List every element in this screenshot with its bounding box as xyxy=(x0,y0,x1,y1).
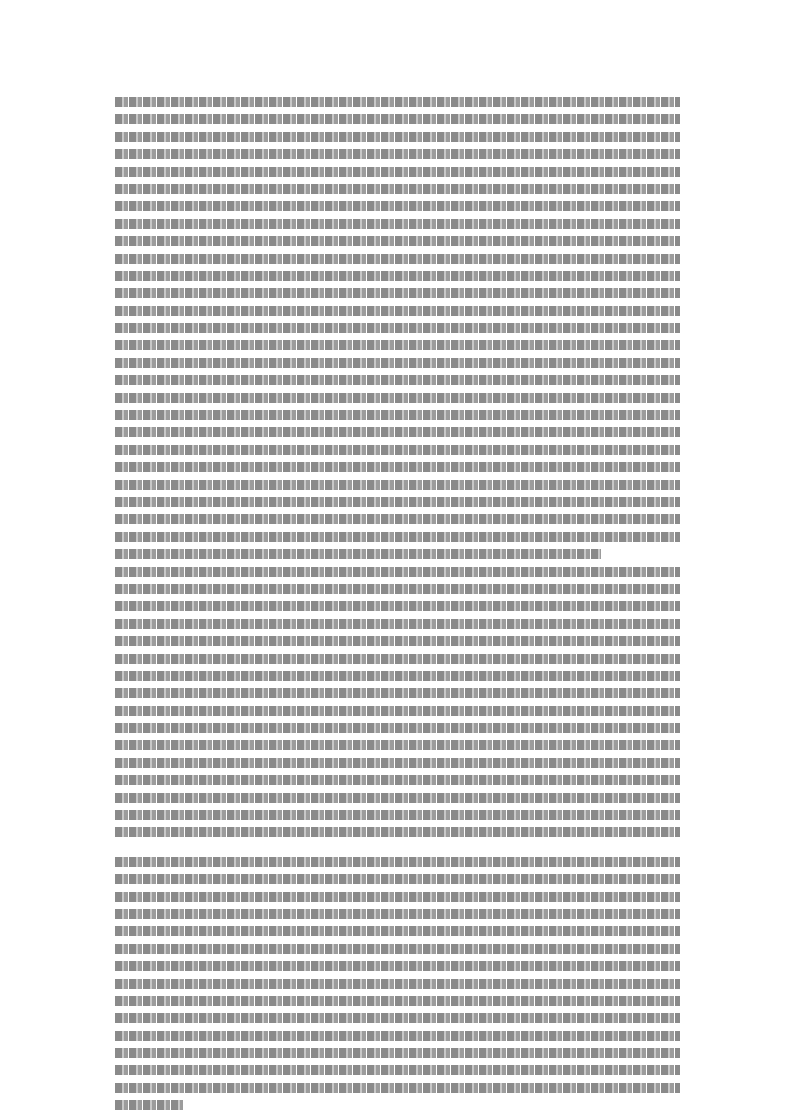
illegible-glyph-run xyxy=(115,167,680,177)
illegible-glyph-run xyxy=(115,996,680,1006)
text-line xyxy=(115,992,680,1009)
illegible-glyph-run xyxy=(115,306,680,316)
illegible-glyph-run xyxy=(115,1083,680,1093)
text-line xyxy=(115,957,680,974)
illegible-glyph-run xyxy=(115,549,601,559)
text-line xyxy=(115,197,680,214)
illegible-glyph-run xyxy=(115,926,680,936)
text-line xyxy=(115,389,680,406)
illegible-glyph-run xyxy=(115,201,680,211)
text-line xyxy=(115,319,680,336)
text-line xyxy=(115,458,680,475)
text-line xyxy=(115,215,680,232)
text-line xyxy=(115,302,680,319)
text-line xyxy=(115,528,680,545)
illegible-glyph-run xyxy=(115,636,680,646)
text-line xyxy=(115,580,680,597)
text-line xyxy=(115,163,680,180)
illegible-glyph-run xyxy=(115,1065,680,1075)
text-line xyxy=(115,806,680,823)
illegible-glyph-run xyxy=(115,1048,680,1058)
illegible-glyph-run xyxy=(115,688,680,698)
text-line xyxy=(115,284,680,301)
text-line xyxy=(115,93,680,110)
text-line xyxy=(115,476,680,493)
text-line xyxy=(115,563,680,580)
illegible-glyph-run xyxy=(115,706,680,716)
text-line xyxy=(115,870,680,887)
text-line xyxy=(115,922,680,939)
illegible-glyph-run xyxy=(115,219,680,229)
illegible-glyph-run xyxy=(115,723,680,733)
text-line xyxy=(115,1096,680,1113)
text-line xyxy=(115,1044,680,1061)
text-line xyxy=(115,128,680,145)
text-line xyxy=(115,719,680,736)
text-line xyxy=(115,888,680,905)
illegible-glyph-run xyxy=(115,775,680,785)
text-line xyxy=(115,650,680,667)
illegible-glyph-run xyxy=(115,358,680,368)
text-line xyxy=(115,267,680,284)
text-line xyxy=(115,493,680,510)
illegible-glyph-run xyxy=(115,410,680,420)
text-line xyxy=(115,771,680,788)
illegible-glyph-run xyxy=(115,462,680,472)
illegible-glyph-run xyxy=(115,323,680,333)
text-line xyxy=(115,545,680,562)
illegible-glyph-run xyxy=(115,236,680,246)
illegible-glyph-run xyxy=(115,271,680,281)
illegible-glyph-run xyxy=(115,584,680,594)
illegible-glyph-run xyxy=(115,654,680,664)
illegible-glyph-run xyxy=(115,375,680,385)
illegible-glyph-run xyxy=(115,514,680,524)
illegible-glyph-run xyxy=(115,909,680,919)
garbled-body-text xyxy=(115,93,680,1114)
text-line xyxy=(115,789,680,806)
text-line xyxy=(115,145,680,162)
illegible-glyph-run xyxy=(115,427,680,437)
text-line xyxy=(115,510,680,527)
text-line xyxy=(115,406,680,423)
illegible-glyph-run xyxy=(115,979,680,989)
illegible-glyph-run xyxy=(115,393,680,403)
text-line xyxy=(115,736,680,753)
illegible-glyph-run xyxy=(115,1100,183,1110)
illegible-glyph-run xyxy=(115,1013,680,1023)
illegible-glyph-run xyxy=(115,288,680,298)
illegible-glyph-run xyxy=(115,340,680,350)
illegible-glyph-run xyxy=(115,532,680,542)
illegible-glyph-run xyxy=(115,132,680,142)
text-line xyxy=(115,1079,680,1096)
text-line xyxy=(115,232,680,249)
illegible-glyph-run xyxy=(115,254,680,264)
text-line xyxy=(115,250,680,267)
text-line xyxy=(115,336,680,353)
text-line xyxy=(115,615,680,632)
text-line xyxy=(115,354,680,371)
illegible-glyph-run xyxy=(115,97,680,107)
text-line xyxy=(115,853,680,870)
illegible-glyph-run xyxy=(115,480,680,490)
text-line xyxy=(115,823,680,840)
illegible-glyph-run xyxy=(115,114,680,124)
text-line xyxy=(115,905,680,922)
text-line xyxy=(115,940,680,957)
text-line xyxy=(115,667,680,684)
illegible-glyph-run xyxy=(115,740,680,750)
illegible-glyph-run xyxy=(115,874,680,884)
text-line xyxy=(115,632,680,649)
illegible-glyph-run xyxy=(115,671,680,681)
text-line xyxy=(115,1061,680,1078)
text-line xyxy=(115,1009,680,1026)
text-line xyxy=(115,371,680,388)
illegible-glyph-run xyxy=(115,619,680,629)
illegible-glyph-run xyxy=(115,601,680,611)
text-line xyxy=(115,441,680,458)
illegible-glyph-run xyxy=(115,1031,680,1041)
illegible-glyph-run xyxy=(115,944,680,954)
text-line xyxy=(115,702,680,719)
text-line xyxy=(115,597,680,614)
text-line xyxy=(115,180,680,197)
illegible-glyph-run xyxy=(115,445,680,455)
illegible-glyph-run xyxy=(115,149,680,159)
illegible-glyph-run xyxy=(115,892,680,902)
illegible-glyph-run xyxy=(115,810,680,820)
text-line xyxy=(115,1027,680,1044)
illegible-glyph-run xyxy=(115,497,680,507)
illegible-glyph-run xyxy=(115,857,680,867)
text-line xyxy=(115,423,680,440)
text-line xyxy=(115,754,680,771)
illegible-glyph-run xyxy=(115,961,680,971)
text-line xyxy=(115,975,680,992)
illegible-glyph-run xyxy=(115,758,680,768)
text-line xyxy=(115,684,680,701)
illegible-glyph-run xyxy=(115,793,680,803)
text-line xyxy=(115,110,680,127)
illegible-glyph-run xyxy=(115,827,680,837)
illegible-glyph-run xyxy=(115,184,680,194)
illegible-glyph-run xyxy=(115,567,680,577)
